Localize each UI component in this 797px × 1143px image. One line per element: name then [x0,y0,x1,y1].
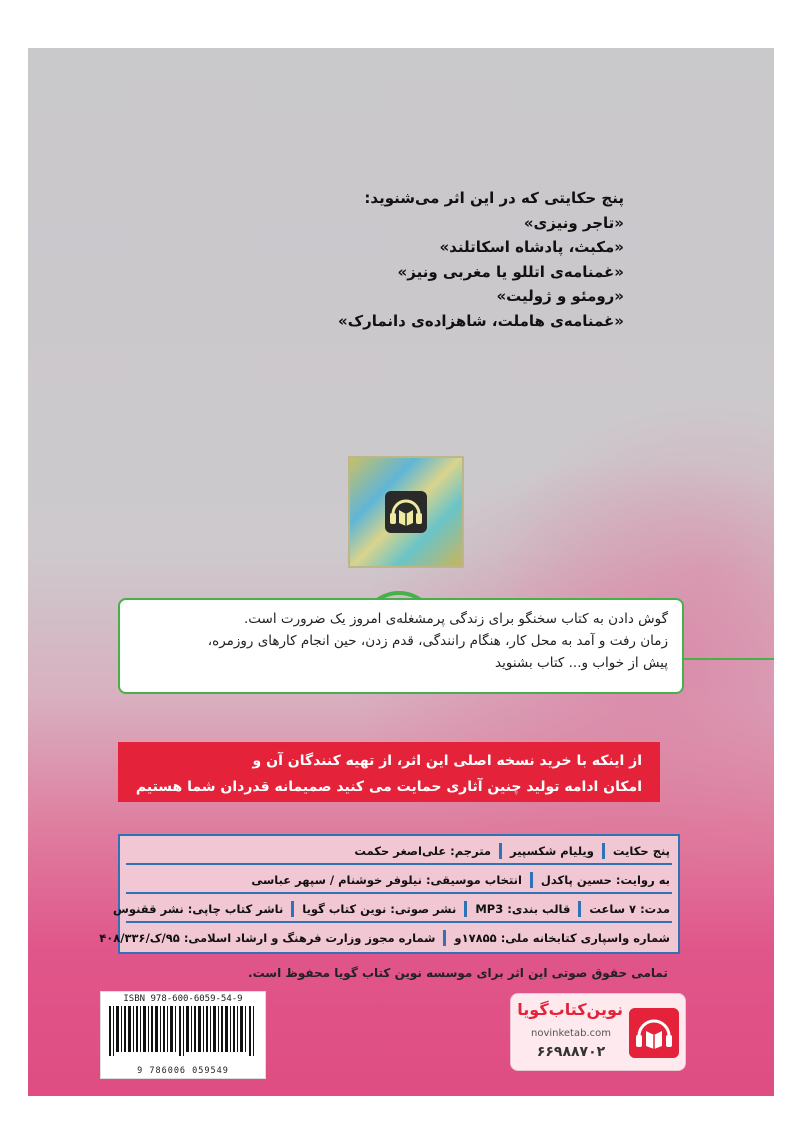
credits-row [120,836,678,865]
credit-format: قالب بندی: MP3 [464,901,578,917]
credit-music: انتخاب موسیقی: نیلوفر خوشنام / سپهر عباسی [251,872,522,887]
story-item: «رومئو و ژولیت» [496,287,624,305]
stories-list [204,186,624,333]
banner-line: از اینکه با خرید نسخه اصلی این اثر، از تهیه کنندگان آن و [252,753,642,769]
story-item: «تاجر ونیزی» [523,213,624,232]
message-line: زمان رفت و آمد به محل کار، هنگام رانندگی، قدم زدن، حین انجام کارهای روزمره، [207,633,668,649]
credits-row [99,923,678,952]
publisher-name: نوین‌کتاب‌گویا [517,1000,623,1019]
barcode-bars [107,1006,259,1064]
isbn-text: ISBN 978-600-6059-54-9 [123,994,243,1004]
stories-heading: پنج حکایتی که در این اثر می‌شنوید: [364,189,624,207]
copyright-notice: تمامی حقوق صوتی این اثر برای موسسه نوین کتاب گویا محفوظ است. [248,966,668,980]
audiobook-message-box [118,598,684,694]
credits-table [99,834,680,954]
hologram-sticker [348,456,464,568]
credit-print-publisher: ناشر کتاب چاپی: نشر ققنوس [112,901,284,916]
message-line: پیش از خواب و... کتاب بشنوید [495,655,668,671]
book-headphones-logo-icon [384,490,428,534]
story-item: «غمنامه‌ی اتللو یا مغربی ونیز» [397,262,624,281]
credit-duration: مدت: ۷ ساعت [578,901,678,917]
credit-library-number: شماره واسپاری کتابخانه ملی: ۱۷۸۵۵و [443,930,678,946]
credit-author: ویلیام شکسپیر [499,843,602,859]
credits-row [120,865,678,894]
banner-line: امکان ادامه تولید چنین آثاری حمایت می کنید صمیمانه قدردان شما هستیم [135,779,642,795]
book-back-cover [28,48,774,1096]
credit-title: پنج حکایت [602,843,678,859]
credit-translator: مترجم: علی‌اصغر حکمت [354,843,492,858]
barcode-digits: 9 786006 059549 [137,1066,229,1076]
thank-you-banner [118,742,660,802]
publisher-phone: ۶۶۹۸۸۷۰۲ [536,1044,606,1060]
divider-line [684,658,774,660]
credit-license-number: شماره مجوز وزارت فرهنگ و ارشاد اسلامی: ۹۵/ک/۴۰۸/۳۳۶ [99,930,436,945]
story-item: «مکبث، پادشاه اسکاتلند» [439,238,624,256]
isbn-barcode [100,991,266,1079]
publisher-badge [510,993,686,1071]
credit-audio-publisher: نشر صوتی: نوین کتاب گویا [291,901,464,917]
book-headphones-logo-icon [629,1008,679,1058]
credits-row [112,894,678,923]
publisher-website: novinketab.com [530,1028,611,1039]
credit-narrator: به روایت: حسین پاکدل [530,872,678,888]
message-line: گوش دادن به کتاب سخنگو برای زندگی پرمشغله‌ی امروز یک ضرورت است. [243,611,668,627]
story-item: «غمنامه‌ی هاملت، شاهزاده‌ی دانمارک» [338,311,624,330]
